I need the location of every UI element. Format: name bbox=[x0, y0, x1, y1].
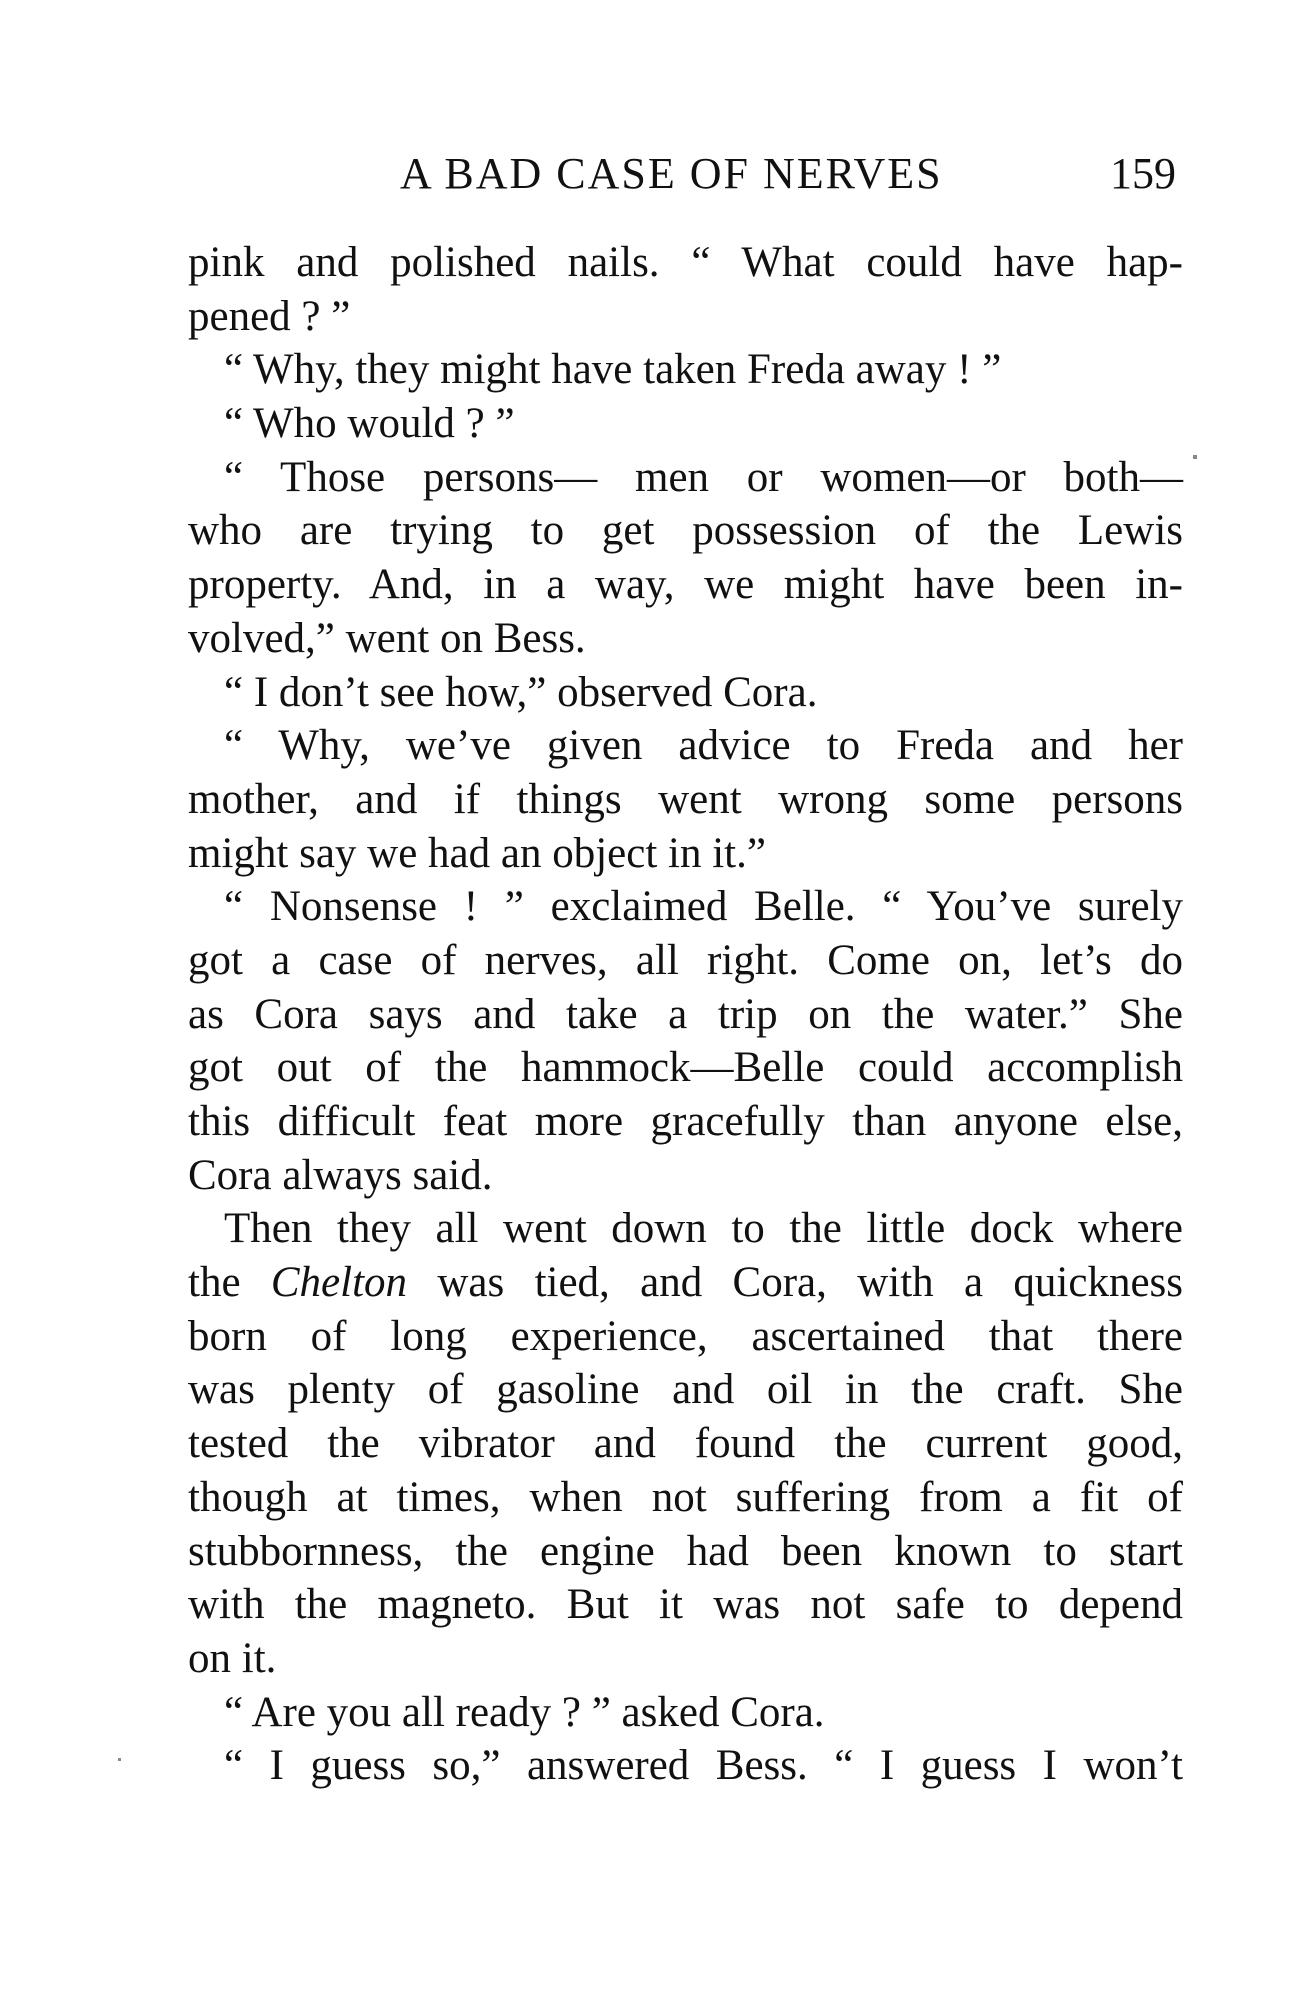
text-line: “ Why, we’ve given advice to Freda and her bbox=[224, 722, 1183, 770]
text-line: got a case of nerves, all right. Come on, let’s do bbox=[188, 936, 1183, 984]
text-line: this difficult feat more gracefully than anyone else, bbox=[188, 1098, 1183, 1145]
body-text bbox=[188, 236, 1183, 1793]
text-line: “ Who would ? ” bbox=[224, 400, 515, 448]
text-line: pened ? ” bbox=[188, 292, 351, 340]
text-line: stubbornness, the engine had been known to start bbox=[188, 1527, 1183, 1575]
text-line: might say we had an object in it.” bbox=[188, 829, 766, 877]
text-line: with the magneto. But it was not safe to depend bbox=[188, 1581, 1183, 1629]
page-number: 159 bbox=[1110, 149, 1176, 198]
text-line: volved,” went on Bess. bbox=[188, 614, 586, 662]
scan-speck bbox=[118, 1758, 121, 1761]
text-fragment: was tied, and Cora, with a quickness bbox=[407, 1259, 1183, 1307]
text-line: “ Those persons— men or women—or both— bbox=[224, 453, 1183, 501]
text-line: on it. bbox=[188, 1634, 277, 1682]
text-line: “ Nonsense ! ” exclaimed Belle. “ You’ve surely bbox=[224, 883, 1183, 931]
text-line: got out of the hammock—Belle could accomplish bbox=[188, 1044, 1183, 1092]
boat-name: Chelton bbox=[270, 1259, 408, 1307]
running-head bbox=[188, 148, 1188, 208]
text-line: “ Are you all ready ? ” asked Cora. bbox=[224, 1688, 825, 1736]
text-line: tested the vibrator and found the current good, bbox=[188, 1420, 1183, 1468]
text-line: “ I don’t see how,” observed Cora. bbox=[224, 668, 818, 716]
chapter-title: A BAD CASE OF NERVES bbox=[400, 149, 943, 198]
text-line: “ I guess so,” answered Bess. “ I guess I won’t bbox=[224, 1742, 1183, 1790]
scan-speck bbox=[1193, 455, 1197, 459]
text-line bbox=[188, 1256, 1183, 1310]
text-line: Then they all went down to the little dock where bbox=[224, 1205, 1183, 1253]
text-line: mother, and if things went wrong some persons bbox=[188, 775, 1183, 823]
text-line: born of long experience, ascertained that there bbox=[188, 1312, 1183, 1360]
text-line: who are trying to get possession of the Lewis bbox=[188, 507, 1183, 555]
text-line: as Cora says and take a trip on the water.” She bbox=[188, 990, 1183, 1038]
text-line: property. And, in a way, we might have been in- bbox=[188, 561, 1183, 609]
text-line: Cora always said. bbox=[188, 1151, 493, 1199]
text-line: though at times, when not suffering from a fit of bbox=[188, 1473, 1183, 1521]
text-line: “ Why, they might have taken Freda away ! ” bbox=[224, 346, 1002, 394]
text-line: was plenty of gasoline and oil in the craft. She bbox=[188, 1366, 1183, 1414]
text-fragment: the bbox=[188, 1259, 271, 1307]
text-line: pink and polished nails. “ What could have hap- bbox=[188, 239, 1183, 286]
